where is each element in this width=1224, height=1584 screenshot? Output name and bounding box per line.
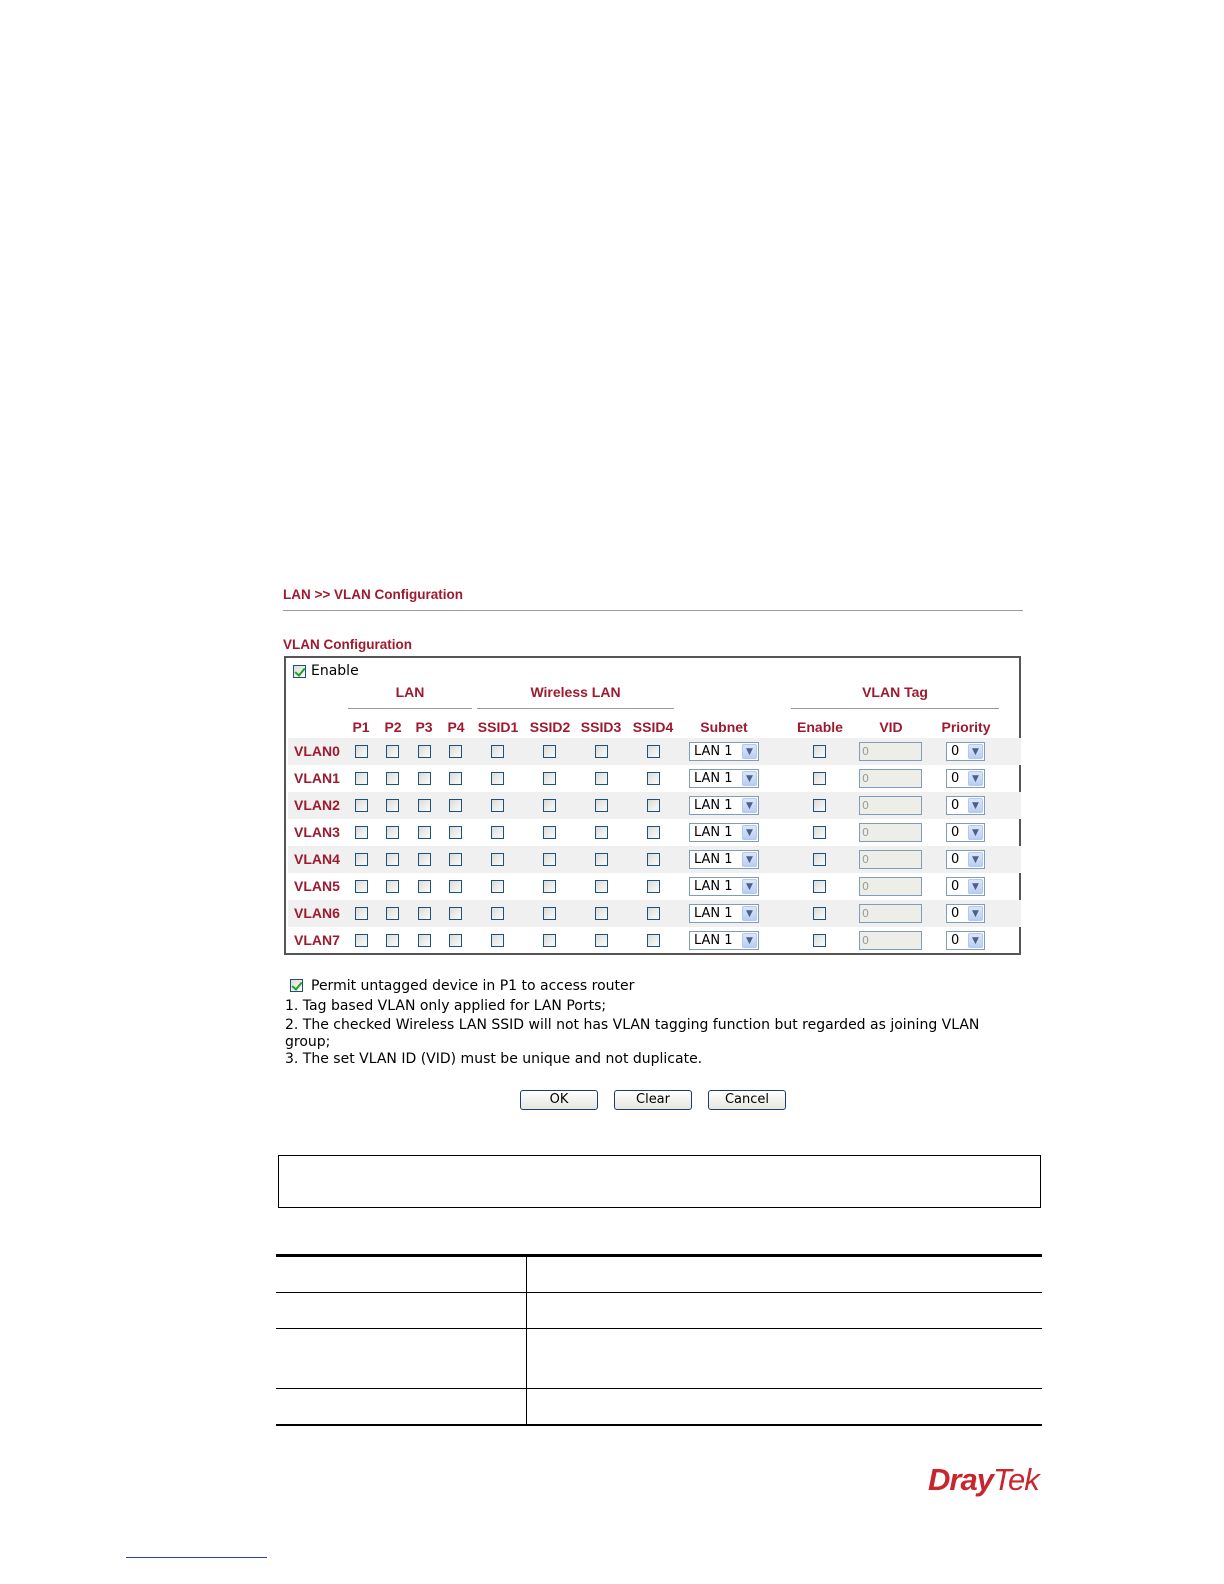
subnet-select-value: LAN 1 [694,744,733,759]
vlan-p3-checkbox[interactable] [418,880,431,893]
vlan-ssid4-checkbox[interactable] [647,799,660,812]
draytek-logo [928,1462,1039,1498]
priority-select[interactable] [946,823,985,842]
chevron-down-icon[interactable]: ▼ [968,879,983,894]
priority-select[interactable] [946,769,985,788]
vlan-name: VLAN7 [294,932,340,948]
vlan-p1-checkbox[interactable] [355,880,368,893]
vlan-p2-checkbox[interactable] [386,880,399,893]
vlan-p2-checkbox[interactable] [386,772,399,785]
subnet-select-value: LAN 1 [694,906,733,921]
vlan-ssid3-checkbox[interactable] [595,745,608,758]
col-header-p4: P4 [447,719,465,735]
vlan-name: VLAN3 [294,824,340,840]
table-row [288,765,1021,792]
vid-input[interactable]: 0 [859,850,922,869]
vlan-p2-checkbox[interactable] [386,934,399,947]
vlan-ssid4-checkbox[interactable] [647,745,660,758]
footer-link-underline [126,1557,267,1558]
chevron-down-icon[interactable]: ▼ [968,825,983,840]
vlan-ssid2-checkbox[interactable] [543,907,556,920]
vlan-p1-checkbox[interactable] [355,799,368,812]
vlan-ssid4-checkbox[interactable] [647,826,660,839]
priority-select-value: 0 [951,933,960,948]
vlan-ssid4-checkbox[interactable] [647,880,660,893]
subnet-select[interactable] [689,850,759,869]
vid-input[interactable]: 0 [859,796,922,815]
priority-select[interactable] [946,931,985,950]
vlan-p4-checkbox[interactable] [449,799,462,812]
priority-select[interactable] [946,796,985,815]
vlan-ssid3-checkbox[interactable] [595,826,608,839]
note-2: 2. The checked Wireless LAN SSID will not has VLAN tagging function but regarded as joining VLAN group; [285,1017,980,1050]
vlan-p4-checkbox[interactable] [449,880,462,893]
vlan-p4-checkbox[interactable] [449,826,462,839]
group-vlan-tag-header: VLAN Tag [862,684,928,700]
subnet-select[interactable] [689,931,759,950]
vlan-ssid1-checkbox[interactable] [491,934,504,947]
chevron-down-icon[interactable]: ▼ [968,852,983,867]
priority-select-value: 0 [951,852,960,867]
section-title: VLAN Configuration [283,637,412,652]
vlan-name: VLAN1 [294,770,340,786]
table-row [288,927,1021,954]
table-column-divider [526,1256,527,1425]
subnet-select-value: LAN 1 [694,771,733,786]
vlan-tag-enable-checkbox[interactable] [813,745,826,758]
chevron-down-icon[interactable]: ▼ [968,933,983,948]
table-row [288,792,1021,819]
vlan-tag-enable-checkbox[interactable] [813,799,826,812]
vlan-p1-checkbox[interactable] [355,826,368,839]
chevron-down-icon[interactable]: ▼ [968,771,983,786]
vlan-ssid3-checkbox[interactable] [595,934,608,947]
permit-untagged-checkbox[interactable] [290,979,303,992]
vid-input[interactable]: 0 [859,931,922,950]
breadcrumb: LAN >> VLAN Configuration [283,587,463,602]
vlan-ssid2-checkbox[interactable] [543,934,556,947]
logo-part-tek: Tek [992,1462,1039,1497]
priority-select-value: 0 [951,906,960,921]
priority-select-value: 0 [951,744,960,759]
enable-checkbox[interactable] [293,665,306,678]
chevron-down-icon[interactable]: ▼ [742,879,757,894]
vlan-ssid1-checkbox[interactable] [491,799,504,812]
vlan-p2-checkbox[interactable] [386,799,399,812]
col-header-ssid3: SSID3 [580,719,622,735]
subnet-select[interactable] [689,823,759,842]
vlan-name: VLAN0 [294,743,340,759]
chevron-down-icon[interactable]: ▼ [742,825,757,840]
vlan-ssid1-checkbox[interactable] [491,853,504,866]
vlan-ssid3-checkbox[interactable] [595,907,608,920]
vlan-ssid4-checkbox[interactable] [647,934,660,947]
table-row-divider [276,1388,1042,1389]
vlan-ssid4-checkbox[interactable] [647,907,660,920]
vlan-p3-checkbox[interactable] [418,772,431,785]
col-header-enable: Enable [797,719,843,735]
subnet-select[interactable] [689,769,759,788]
chevron-down-icon[interactable]: ▼ [742,744,757,759]
chevron-down-icon[interactable]: ▼ [968,744,983,759]
col-header-p2: P2 [384,719,402,735]
vlan-p3-checkbox[interactable] [418,799,431,812]
vlan-p2-checkbox[interactable] [386,907,399,920]
vlan-ssid1-checkbox[interactable] [491,772,504,785]
subnet-select[interactable] [689,796,759,815]
vlan-p2-checkbox[interactable] [386,853,399,866]
subnet-select-value: LAN 1 [694,798,733,813]
chevron-down-icon[interactable]: ▼ [742,906,757,921]
vlan-tag-enable-checkbox[interactable] [813,853,826,866]
vlan-ssid2-checkbox[interactable] [543,799,556,812]
subnet-select-value: LAN 1 [694,852,733,867]
table-bottom-rule [276,1424,1042,1426]
vlan-ssid4-checkbox[interactable] [647,853,660,866]
permit-untagged-label: Permit untagged device in P1 to access router [311,978,635,994]
table-row [288,738,1021,765]
subnet-select-value: LAN 1 [694,825,733,840]
vlan-p1-checkbox[interactable] [355,934,368,947]
logo-part-dray: Dray [928,1462,993,1497]
table-row-divider [276,1292,1042,1293]
chevron-down-icon[interactable]: ▼ [742,771,757,786]
chevron-down-icon[interactable]: ▼ [742,852,757,867]
vlan-p1-checkbox[interactable] [355,907,368,920]
vlan-p4-checkbox[interactable] [449,907,462,920]
enable-label: Enable [311,663,359,679]
note-3: 3. The set VLAN ID (VID) must be unique and not duplicate. [285,1051,703,1067]
group-vlan-tag-underline [791,708,999,709]
vid-input[interactable]: 0 [859,904,922,923]
vlan-tag-enable-checkbox[interactable] [813,772,826,785]
vlan-ssid3-checkbox[interactable] [595,799,608,812]
group-wireless-underline [477,708,674,709]
subnet-select[interactable] [689,742,759,761]
group-wireless-header: Wireless LAN [530,684,621,700]
vlan-p1-checkbox[interactable] [355,772,368,785]
vlan-p1-checkbox[interactable] [355,745,368,758]
table-row-divider [276,1328,1042,1329]
chevron-down-icon[interactable]: ▼ [968,798,983,813]
chevron-down-icon[interactable]: ▼ [742,798,757,813]
vid-input[interactable]: 0 [859,823,922,842]
note-1: 1. Tag based VLAN only applied for LAN Ports; [285,998,607,1014]
priority-select[interactable] [946,904,985,923]
breadcrumb-divider [283,610,1023,611]
vlan-tag-enable-checkbox[interactable] [813,880,826,893]
vlan-ssid2-checkbox[interactable] [543,853,556,866]
vlan-ssid2-checkbox[interactable] [543,772,556,785]
cancel-button[interactable]: Cancel [708,1090,786,1110]
priority-select[interactable] [946,877,985,896]
vlan-ssid2-checkbox[interactable] [543,826,556,839]
vlan-name: VLAN5 [294,878,340,894]
vlan-p3-checkbox[interactable] [418,934,431,947]
vlan-p3-checkbox[interactable] [418,745,431,758]
col-header-ssid1: SSID1 [477,719,519,735]
col-header-subnet: Subnet [700,719,748,735]
vlan-p4-checkbox[interactable] [449,772,462,785]
subnet-select[interactable] [689,877,759,896]
vlan-ssid1-checkbox[interactable] [491,880,504,893]
vlan-p3-checkbox[interactable] [418,853,431,866]
table-row [288,819,1021,846]
vlan-ssid3-checkbox[interactable] [595,853,608,866]
clear-button[interactable]: Clear [614,1090,692,1110]
group-lan-header: LAN [395,684,425,700]
priority-select-value: 0 [951,798,960,813]
table-row [288,873,1021,900]
priority-select[interactable] [946,850,985,869]
vlan-ssid4-checkbox[interactable] [647,772,660,785]
priority-select-value: 0 [951,879,960,894]
vlan-p4-checkbox[interactable] [449,853,462,866]
vid-input[interactable]: 0 [859,877,922,896]
vlan-tag-enable-checkbox[interactable] [813,907,826,920]
subnet-select[interactable] [689,904,759,923]
vlan-p4-checkbox[interactable] [449,934,462,947]
subnet-select-value: LAN 1 [694,879,733,894]
vlan-ssid3-checkbox[interactable] [595,880,608,893]
vlan-ssid1-checkbox[interactable] [491,826,504,839]
vlan-p2-checkbox[interactable] [386,826,399,839]
vlan-name: VLAN2 [294,797,340,813]
col-header-vid: VID [879,719,903,735]
vlan-ssid2-checkbox[interactable] [543,745,556,758]
vid-input[interactable]: 0 [859,769,922,788]
subnet-select-value: LAN 1 [694,933,733,948]
priority-select-value: 0 [951,771,960,786]
ok-button[interactable]: OK [520,1090,598,1110]
col-header-ssid4: SSID4 [632,719,674,735]
info-box [278,1155,1041,1208]
vlan-name: VLAN6 [294,905,340,921]
table-row [288,846,1021,873]
vlan-p1-checkbox[interactable] [355,853,368,866]
table-top-rule [276,1254,1042,1257]
col-header-ssid2: SSID2 [529,719,571,735]
vlan-name: VLAN4 [294,851,340,867]
vlan-ssid1-checkbox[interactable] [491,907,504,920]
col-header-priority: Priority [941,719,991,735]
vlan-tag-enable-checkbox[interactable] [813,826,826,839]
vlan-p3-checkbox[interactable] [418,826,431,839]
priority-select[interactable] [946,742,985,761]
chevron-down-icon[interactable]: ▼ [742,933,757,948]
vlan-p2-checkbox[interactable] [386,745,399,758]
col-header-p3: P3 [415,719,433,735]
table-row [288,900,1021,927]
group-lan-underline [348,708,472,709]
vlan-p4-checkbox[interactable] [449,745,462,758]
vlan-ssid2-checkbox[interactable] [543,880,556,893]
vid-input[interactable]: 0 [859,742,922,761]
vlan-ssid1-checkbox[interactable] [491,745,504,758]
vlan-tag-enable-checkbox[interactable] [813,934,826,947]
priority-select-value: 0 [951,825,960,840]
vlan-p3-checkbox[interactable] [418,907,431,920]
col-header-p1: P1 [352,719,370,735]
chevron-down-icon[interactable]: ▼ [968,906,983,921]
vlan-ssid3-checkbox[interactable] [595,772,608,785]
